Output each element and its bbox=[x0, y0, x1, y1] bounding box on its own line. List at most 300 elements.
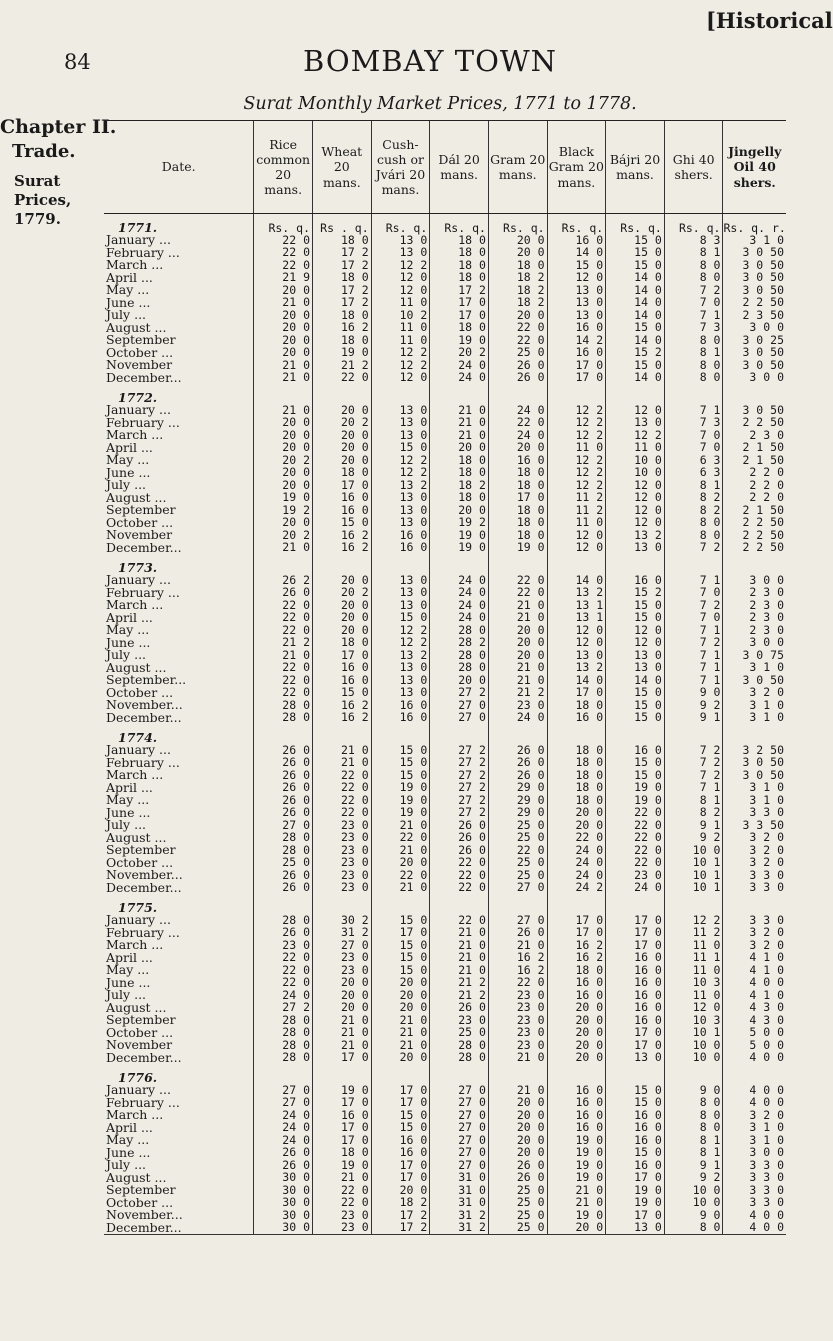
price-cell: 20 0 bbox=[313, 429, 372, 442]
table-row bbox=[104, 674, 786, 687]
empty-cell bbox=[606, 894, 665, 914]
empty-cell bbox=[254, 554, 313, 574]
price-cell: 16 0 bbox=[313, 504, 372, 517]
price-cell: 15 0 bbox=[606, 687, 665, 700]
table-row bbox=[104, 927, 786, 940]
price-cell: 3 0 50 bbox=[723, 347, 786, 360]
price-cell: 25 0 bbox=[430, 1027, 489, 1040]
table-row bbox=[104, 359, 786, 372]
price-cell: 17 0 bbox=[606, 927, 665, 940]
month-label: September... bbox=[106, 672, 187, 687]
price-cell: 22 0 bbox=[430, 857, 489, 870]
price-cell: 27 2 bbox=[254, 1002, 313, 1015]
price-cell: 13 1 bbox=[547, 599, 606, 612]
price-cell: 18 0 bbox=[313, 334, 372, 347]
price-cell: 20 0 bbox=[547, 1222, 606, 1235]
price-cell: 20 0 bbox=[254, 284, 313, 297]
price-cell: 20 0 bbox=[488, 247, 547, 260]
price-cell: 2 2 0 bbox=[723, 479, 786, 492]
year-label: 1774. bbox=[118, 729, 158, 745]
price-cell: 24 2 bbox=[547, 882, 606, 895]
price-cell: 10 1 bbox=[664, 1027, 723, 1040]
price-cell: 2 3 0 bbox=[723, 587, 786, 600]
price-cell: 21 0 bbox=[488, 674, 547, 687]
price-cell: 3 2 0 bbox=[723, 939, 786, 952]
price-cell: 13 1 bbox=[547, 612, 606, 625]
price-cell: 20 0 bbox=[254, 309, 313, 322]
price-cell: 3 2 0 bbox=[723, 927, 786, 940]
price-cell: 27 2 bbox=[430, 757, 489, 770]
price-cell: 23 0 bbox=[488, 1027, 547, 1040]
price-cell: 21 0 bbox=[488, 612, 547, 625]
price-cell: 26 0 bbox=[488, 1172, 547, 1185]
price-cell: 15 0 bbox=[606, 699, 665, 712]
price-cell: 11 0 bbox=[664, 964, 723, 977]
price-cell: 11 0 bbox=[547, 442, 606, 455]
price-cell: 13 0 bbox=[547, 649, 606, 662]
price-cell: 21 0 bbox=[313, 744, 372, 757]
price-cell: 24 0 bbox=[547, 844, 606, 857]
month-label: August ... bbox=[106, 1169, 167, 1185]
price-cell: 30 0 bbox=[254, 1197, 313, 1210]
price-cell: 3 0 50 bbox=[723, 674, 786, 687]
month-label: November... bbox=[106, 697, 183, 712]
price-cell: 15 0 bbox=[371, 769, 430, 782]
price-cell: 26 0 bbox=[254, 1147, 313, 1160]
price-cell: 27 0 bbox=[254, 819, 313, 832]
price-cell: 14 0 bbox=[606, 272, 665, 285]
price-cell: 12 2 bbox=[547, 404, 606, 417]
price-cell: 21 0 bbox=[488, 599, 547, 612]
month-label: February ... bbox=[106, 924, 180, 940]
header-bajri: Bájri 20 mans. bbox=[606, 121, 665, 214]
empty-cell bbox=[430, 724, 489, 744]
price-cell: 15 0 bbox=[606, 247, 665, 260]
table-row bbox=[104, 1039, 786, 1052]
price-cell: 3 1 0 bbox=[723, 794, 786, 807]
price-cell: 26 0 bbox=[430, 832, 489, 845]
empty-cell bbox=[313, 1064, 372, 1084]
month-label: April ... bbox=[106, 269, 153, 285]
price-cell: 27 2 bbox=[430, 744, 489, 757]
price-cell: 16 0 bbox=[547, 989, 606, 1002]
price-cell: 22 0 bbox=[488, 322, 547, 335]
price-cell: 25 0 bbox=[488, 869, 547, 882]
price-cell: 18 0 bbox=[430, 234, 489, 247]
price-cell: 8 0 bbox=[664, 1222, 723, 1235]
month-label: April ... bbox=[106, 1119, 153, 1135]
price-cell: 18 2 bbox=[371, 1197, 430, 1210]
price-cell: 3 2 50 bbox=[723, 744, 786, 757]
price-cell: 20 0 bbox=[488, 234, 547, 247]
price-cell: 19 0 bbox=[547, 1147, 606, 1160]
empty-cell bbox=[430, 894, 489, 914]
price-cell: 17 0 bbox=[371, 1097, 430, 1110]
price-cell: 16 0 bbox=[606, 744, 665, 757]
price-cell: 20 2 bbox=[430, 347, 489, 360]
price-cell: 16 0 bbox=[547, 1122, 606, 1135]
month-label: May ... bbox=[106, 452, 150, 467]
price-cell: 21 0 bbox=[488, 1052, 547, 1065]
price-cell: 21 0 bbox=[313, 1014, 372, 1027]
price-cell: 12 0 bbox=[547, 637, 606, 650]
price-cell: 25 0 bbox=[488, 819, 547, 832]
price-cell: 7 1 bbox=[664, 574, 723, 587]
price-cell: 20 0 bbox=[547, 819, 606, 832]
price-cell: 21 0 bbox=[430, 927, 489, 940]
price-cell: 22 0 bbox=[313, 1197, 372, 1210]
unit-cell: Rs. q. bbox=[371, 214, 430, 235]
price-cell: 27 2 bbox=[430, 769, 489, 782]
price-cell: 23 0 bbox=[488, 1002, 547, 1015]
price-cell: 17 0 bbox=[547, 687, 606, 700]
month-label: March ... bbox=[106, 767, 164, 782]
table-row bbox=[104, 1014, 786, 1027]
price-cell: 5 0 0 bbox=[723, 1039, 786, 1052]
price-cell: 8 0 bbox=[664, 1109, 723, 1122]
price-cell: 15 0 bbox=[371, 914, 430, 927]
month-label: March ... bbox=[106, 427, 164, 442]
price-cell: 21 0 bbox=[488, 939, 547, 952]
header-jvari: Cush-cush or Jvári 20 mans. bbox=[371, 121, 430, 214]
price-cell: 17 0 bbox=[606, 939, 665, 952]
price-cell: 24 0 bbox=[606, 882, 665, 895]
header-date: Date. bbox=[104, 121, 254, 214]
price-cell: 2 2 0 bbox=[723, 467, 786, 480]
price-cell: 14 0 bbox=[606, 297, 665, 310]
price-cell: 20 0 bbox=[547, 807, 606, 820]
price-cell: 13 0 bbox=[606, 542, 665, 555]
header-jingelly-oil: Jingelly Oil 40 shers. bbox=[723, 121, 786, 214]
price-cell: 14 0 bbox=[606, 674, 665, 687]
price-cell: 9 1 bbox=[664, 819, 723, 832]
price-cell: 22 0 bbox=[313, 1184, 372, 1197]
price-cell: 22 0 bbox=[606, 807, 665, 820]
table-row bbox=[104, 744, 786, 757]
price-cell: 26 0 bbox=[430, 819, 489, 832]
price-cell: 26 0 bbox=[488, 769, 547, 782]
price-cell: 24 0 bbox=[547, 869, 606, 882]
price-cell: 19 0 bbox=[313, 1159, 372, 1172]
price-cell: 26 0 bbox=[488, 359, 547, 372]
price-cell: 3 0 0 bbox=[723, 637, 786, 650]
price-cell: 21 0 bbox=[488, 662, 547, 675]
price-cell: 18 0 bbox=[488, 479, 547, 492]
price-cell: 15 0 bbox=[606, 599, 665, 612]
table-row bbox=[104, 1172, 786, 1185]
price-cell: 13 0 bbox=[547, 309, 606, 322]
price-cell: 15 0 bbox=[606, 712, 665, 725]
price-cell: 15 0 bbox=[313, 687, 372, 700]
price-cell: 20 0 bbox=[313, 599, 372, 612]
price-cell: 3 0 50 bbox=[723, 757, 786, 770]
price-cell: 16 0 bbox=[371, 529, 430, 542]
price-cell: 12 0 bbox=[547, 529, 606, 542]
price-table bbox=[104, 120, 786, 1235]
month-label: October ... bbox=[106, 514, 174, 530]
price-cell: 15 0 bbox=[606, 1147, 665, 1160]
price-cell: 19 0 bbox=[547, 1159, 606, 1172]
price-cell: 2 3 0 bbox=[723, 599, 786, 612]
price-cell: 4 1 0 bbox=[723, 952, 786, 965]
price-cell: 25 0 bbox=[488, 1184, 547, 1197]
month-label: April ... bbox=[106, 779, 153, 795]
table-row bbox=[104, 782, 786, 795]
table-row bbox=[104, 1209, 786, 1222]
month-label: June ... bbox=[106, 464, 151, 480]
price-cell: 15 0 bbox=[371, 757, 430, 770]
price-cell: 22 0 bbox=[430, 882, 489, 895]
price-cell: 26 0 bbox=[430, 844, 489, 857]
price-cell: 17 0 bbox=[313, 1052, 372, 1065]
month-label: July ... bbox=[106, 647, 147, 662]
price-cell: 21 0 bbox=[488, 1084, 547, 1097]
month-label: April ... bbox=[106, 949, 153, 965]
price-cell: 25 0 bbox=[488, 1209, 547, 1222]
price-cell: 17 0 bbox=[430, 309, 489, 322]
empty-cell bbox=[723, 384, 786, 404]
price-cell: 13 0 bbox=[371, 517, 430, 530]
price-cell: 27 0 bbox=[488, 882, 547, 895]
empty-cell bbox=[664, 894, 723, 914]
price-cell: 8 0 bbox=[664, 1122, 723, 1135]
table-row bbox=[104, 757, 786, 770]
table-row bbox=[104, 857, 786, 870]
price-cell: 13 0 bbox=[371, 492, 430, 505]
year-row bbox=[104, 894, 786, 914]
month-label: August ... bbox=[106, 829, 167, 845]
price-cell: 7 0 bbox=[664, 587, 723, 600]
price-cell: 20 0 bbox=[313, 989, 372, 1002]
price-cell: 17 0 bbox=[430, 297, 489, 310]
price-cell: 23 0 bbox=[313, 869, 372, 882]
price-cell: 20 2 bbox=[313, 417, 372, 430]
price-cell: 20 0 bbox=[488, 624, 547, 637]
price-cell: 17 0 bbox=[313, 1122, 372, 1135]
price-cell: 25 0 bbox=[254, 857, 313, 870]
price-cell: 29 0 bbox=[488, 794, 547, 807]
price-cell: 10 0 bbox=[606, 467, 665, 480]
price-cell: 26 2 bbox=[254, 574, 313, 587]
price-cell: 18 0 bbox=[547, 757, 606, 770]
price-cell: 11 0 bbox=[664, 939, 723, 952]
price-cell: 19 0 bbox=[547, 1172, 606, 1185]
price-cell: 17 0 bbox=[606, 914, 665, 927]
month-label: May ... bbox=[106, 622, 150, 637]
price-cell: 16 2 bbox=[313, 542, 372, 555]
empty-cell bbox=[371, 384, 430, 404]
price-cell: 4 0 0 bbox=[723, 977, 786, 990]
price-cell: 27 0 bbox=[430, 699, 489, 712]
price-cell: 22 0 bbox=[606, 819, 665, 832]
price-cell: 22 0 bbox=[488, 574, 547, 587]
price-cell: 3 0 0 bbox=[723, 322, 786, 335]
price-cell: 27 0 bbox=[254, 1097, 313, 1110]
price-cell: 20 0 bbox=[547, 1027, 606, 1040]
price-cell: 17 2 bbox=[371, 1209, 430, 1222]
price-cell: 26 0 bbox=[254, 782, 313, 795]
price-cell: 21 0 bbox=[254, 297, 313, 310]
page-number: 84 bbox=[64, 50, 91, 74]
empty-cell bbox=[664, 724, 723, 744]
price-cell: 15 0 bbox=[606, 1097, 665, 1110]
price-cell: 20 0 bbox=[313, 574, 372, 587]
price-cell: 4 0 0 bbox=[723, 1222, 786, 1235]
price-cell: 13 0 bbox=[371, 687, 430, 700]
price-cell: 24 0 bbox=[547, 857, 606, 870]
price-cell: 15 0 bbox=[606, 359, 665, 372]
price-cell: 23 0 bbox=[313, 844, 372, 857]
price-cell: 4 0 0 bbox=[723, 1097, 786, 1110]
month-label: December... bbox=[106, 369, 182, 385]
price-cell: 19 0 bbox=[547, 1209, 606, 1222]
price-cell: 28 0 bbox=[254, 1039, 313, 1052]
table-row bbox=[104, 574, 786, 587]
table-row bbox=[104, 1197, 786, 1210]
price-cell: 27 0 bbox=[430, 1147, 489, 1160]
table-row bbox=[104, 429, 786, 442]
price-cell: 7 0 bbox=[664, 612, 723, 625]
price-cell: 22 0 bbox=[254, 687, 313, 700]
price-cell: 3 2 0 bbox=[723, 687, 786, 700]
price-cell: 21 2 bbox=[313, 359, 372, 372]
table-row bbox=[104, 442, 786, 455]
price-cell: 27 0 bbox=[254, 1084, 313, 1097]
table-row bbox=[104, 297, 786, 310]
price-cell: 13 0 bbox=[606, 1052, 665, 1065]
price-cell: 25 0 bbox=[488, 1197, 547, 1210]
price-cell: 16 0 bbox=[547, 712, 606, 725]
price-cell: 22 0 bbox=[313, 769, 372, 782]
price-cell: 8 1 bbox=[664, 794, 723, 807]
price-cell: 15 0 bbox=[371, 964, 430, 977]
empty-cell bbox=[664, 1064, 723, 1084]
month-label: March ... bbox=[106, 257, 164, 272]
price-cell: 26 0 bbox=[488, 744, 547, 757]
price-cell: 3 2 0 bbox=[723, 844, 786, 857]
price-cell: 12 0 bbox=[606, 404, 665, 417]
price-cell: 2 1 50 bbox=[723, 442, 786, 455]
month-label: June ... bbox=[106, 634, 151, 650]
empty-cell bbox=[488, 384, 547, 404]
price-cell: 18 0 bbox=[488, 529, 547, 542]
month-label: March ... bbox=[106, 597, 164, 612]
month-label: September bbox=[106, 1012, 176, 1027]
price-cell: 20 0 bbox=[313, 442, 372, 455]
price-cell: 24 0 bbox=[254, 1134, 313, 1147]
price-cell: 16 2 bbox=[313, 322, 372, 335]
price-cell: 20 0 bbox=[313, 454, 372, 467]
header-wheat: Wheat 20 mans. bbox=[313, 121, 372, 214]
price-cell: 17 0 bbox=[371, 1172, 430, 1185]
price-cell: 14 0 bbox=[547, 247, 606, 260]
price-cell: 27 0 bbox=[430, 1122, 489, 1135]
price-cell: 31 2 bbox=[430, 1222, 489, 1235]
table-row bbox=[104, 1159, 786, 1172]
price-cell: 16 0 bbox=[371, 1134, 430, 1147]
price-cell: 20 0 bbox=[313, 1002, 372, 1015]
price-cell: 13 0 bbox=[371, 674, 430, 687]
price-cell: 17 2 bbox=[371, 1222, 430, 1235]
margin-trade: Trade. bbox=[12, 141, 76, 162]
price-cell: 22 0 bbox=[313, 807, 372, 820]
price-cell: 22 0 bbox=[488, 844, 547, 857]
price-cell: 12 0 bbox=[547, 272, 606, 285]
table-row bbox=[104, 1147, 786, 1160]
price-cell: 15 0 bbox=[606, 769, 665, 782]
price-cell: 15 2 bbox=[606, 347, 665, 360]
month-label: June ... bbox=[106, 804, 151, 820]
price-cell: 16 0 bbox=[606, 1002, 665, 1015]
price-cell: 21 0 bbox=[371, 1027, 430, 1040]
price-cell: 8 1 bbox=[664, 347, 723, 360]
price-cell: 16 2 bbox=[547, 952, 606, 965]
price-cell: 3 1 0 bbox=[723, 699, 786, 712]
month-label: September bbox=[106, 842, 176, 857]
price-cell: 13 2 bbox=[547, 662, 606, 675]
price-cell: 2 2 50 bbox=[723, 517, 786, 530]
price-cell: 12 0 bbox=[606, 479, 665, 492]
price-cell: 14 0 bbox=[606, 334, 665, 347]
price-cell: 17 0 bbox=[313, 1097, 372, 1110]
empty-cell bbox=[664, 384, 723, 404]
price-cell: 25 0 bbox=[488, 857, 547, 870]
price-cell: 23 0 bbox=[313, 964, 372, 977]
price-cell: 22 0 bbox=[371, 869, 430, 882]
price-cell: 3 3 0 bbox=[723, 1197, 786, 1210]
price-cell: 17 2 bbox=[313, 297, 372, 310]
price-cell: 22 0 bbox=[606, 844, 665, 857]
price-cell: 31 2 bbox=[430, 1209, 489, 1222]
price-cell: 10 1 bbox=[664, 882, 723, 895]
price-cell: 15 0 bbox=[371, 1122, 430, 1135]
price-cell: 7 2 bbox=[664, 599, 723, 612]
price-cell: 22 0 bbox=[430, 914, 489, 927]
price-cell: 9 1 bbox=[664, 712, 723, 725]
price-cell: 16 0 bbox=[488, 454, 547, 467]
month-label: October ... bbox=[106, 684, 174, 700]
price-cell: 20 0 bbox=[254, 467, 313, 480]
price-cell: 14 0 bbox=[606, 284, 665, 297]
price-cell: 13 0 bbox=[371, 574, 430, 587]
price-cell: 4 0 0 bbox=[723, 1209, 786, 1222]
price-cell: 13 2 bbox=[371, 479, 430, 492]
price-cell: 22 0 bbox=[313, 782, 372, 795]
empty-cell bbox=[547, 724, 606, 744]
price-cell: 28 0 bbox=[430, 649, 489, 662]
table-row bbox=[104, 1052, 786, 1065]
price-cell: 19 0 bbox=[488, 542, 547, 555]
month-label: April ... bbox=[106, 609, 153, 625]
table-row bbox=[104, 259, 786, 272]
month-label: February ... bbox=[106, 244, 180, 260]
price-cell: 15 0 bbox=[371, 939, 430, 952]
price-cell: 13 2 bbox=[547, 587, 606, 600]
month-label: November... bbox=[106, 1207, 183, 1222]
price-cell: 19 0 bbox=[606, 1184, 665, 1197]
header-dal: Dál 20 mans. bbox=[430, 121, 489, 214]
month-label: November bbox=[106, 1037, 173, 1052]
table-row bbox=[104, 1097, 786, 1110]
price-cell: 21 9 bbox=[254, 272, 313, 285]
price-cell: 13 0 bbox=[547, 297, 606, 310]
price-cell: 3 3 0 bbox=[723, 869, 786, 882]
price-cell: 17 0 bbox=[547, 927, 606, 940]
price-cell: 20 0 bbox=[313, 612, 372, 625]
price-cell: 22 0 bbox=[254, 624, 313, 637]
price-cell: 16 0 bbox=[547, 1109, 606, 1122]
price-cell: 17 0 bbox=[606, 1027, 665, 1040]
